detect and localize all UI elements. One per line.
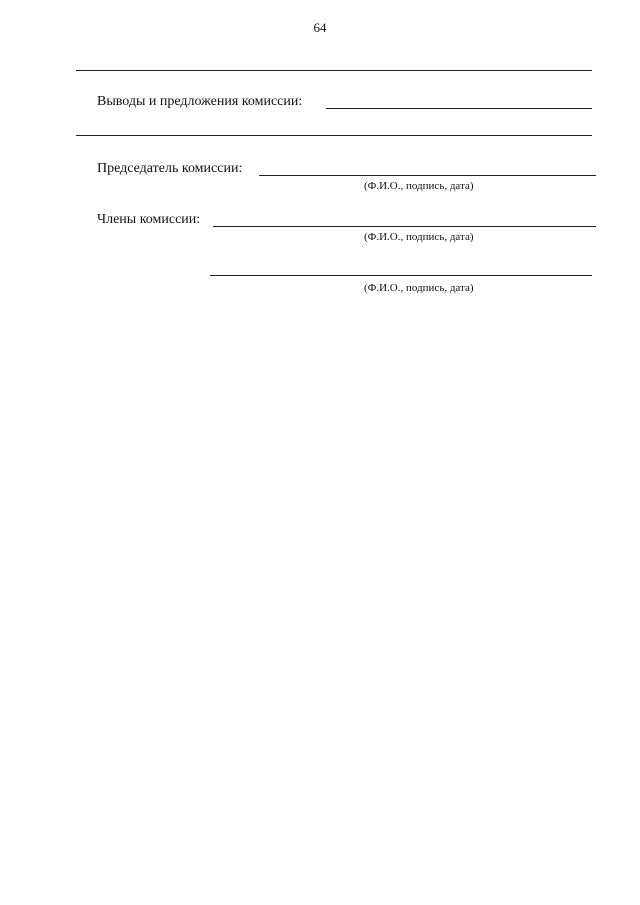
member-1-signature-caption: (Ф.И.О., подпись, дата) bbox=[364, 231, 474, 243]
member-1-signature-line bbox=[213, 226, 596, 227]
members-label: Члены комиссии: bbox=[97, 212, 201, 227]
chairman-signature-line bbox=[259, 175, 596, 176]
member-2-signature-line bbox=[210, 275, 592, 276]
chairman-label: Председатель комиссии: bbox=[97, 161, 243, 176]
conclusions-label: Выводы и предложения комиссии: bbox=[97, 94, 303, 109]
top-separator-line bbox=[76, 70, 592, 71]
page-number: 64 bbox=[313, 20, 327, 35]
conclusions-continuation-line bbox=[76, 135, 592, 136]
conclusions-fill-line bbox=[326, 108, 592, 109]
member-2-signature-caption: (Ф.И.О., подпись, дата) bbox=[364, 282, 474, 294]
chairman-signature-caption: (Ф.И.О., подпись, дата) bbox=[364, 180, 474, 192]
